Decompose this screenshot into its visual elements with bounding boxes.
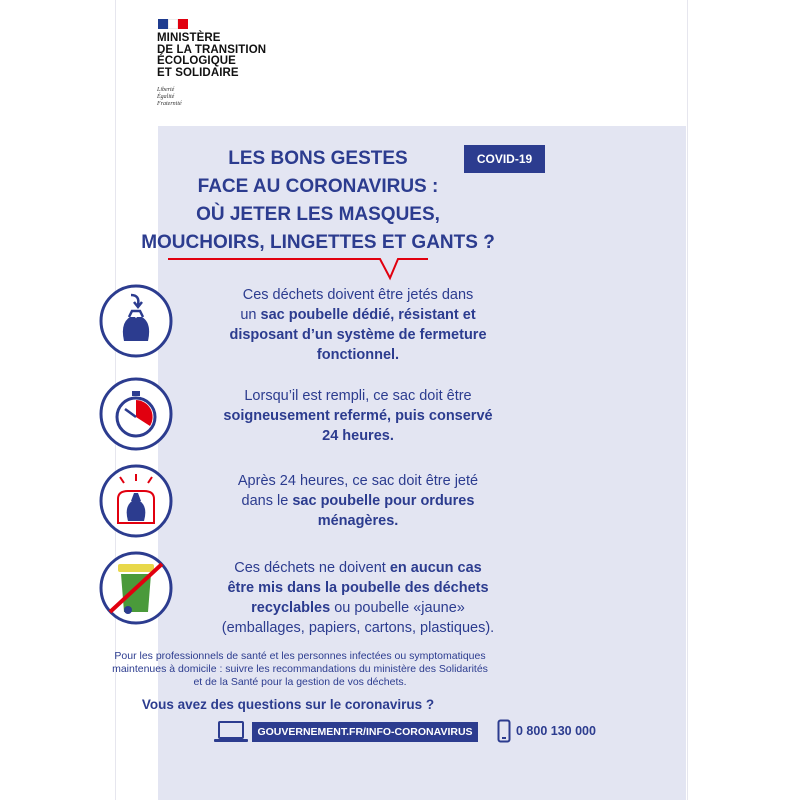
text: recyclables — [251, 600, 331, 616]
step-text — [188, 285, 528, 365]
header — [116, 0, 687, 126]
text: Après 24 heures, ce sac doit être jeté — [237, 473, 479, 489]
phone-icon — [497, 719, 511, 743]
title-line: OÙ JETER LES MASQUES, — [196, 204, 440, 225]
text: (emballages, papiers, cartons, plastiques). — [221, 620, 495, 636]
text: être mis dans la poubelle des déchets — [227, 580, 489, 596]
text: ménagères. — [317, 513, 399, 529]
text: 24 heures. — [322, 428, 394, 444]
speech-bubble-line — [168, 256, 428, 286]
step-row — [98, 376, 548, 456]
title-line: LES BONS GESTES — [228, 148, 408, 169]
footnote-line: Pour les professionnels de santé et les personnes infectées ou symptomatiques — [114, 650, 486, 662]
text: sac poubelle dédié, résistant et — [260, 307, 476, 323]
ministry-name — [157, 33, 357, 79]
ministry-line: ET SOLIDAIRE — [157, 66, 239, 79]
stopwatch-icon — [98, 376, 174, 452]
text: sac poubelle pour ordures — [292, 493, 475, 509]
info-url-link[interactable]: GOUVERNEMENT.FR/INFO-CORONAVIRUS — [252, 722, 478, 742]
motto-line: Fraternité — [157, 101, 182, 107]
ministry-line: DE LA TRANSITION — [157, 43, 267, 56]
text: fonctionnel. — [316, 347, 400, 363]
motto-line: Liberté — [157, 87, 175, 93]
text: Ces déchets ne doivent — [234, 560, 390, 576]
footnote-line: maintenues à domicile : suivre les recommandations du ministère des Solidarités — [112, 663, 488, 675]
step-text — [188, 471, 528, 531]
text: soigneusement refermé, puis conservé — [223, 408, 493, 424]
republic-motto — [157, 87, 182, 108]
text: un — [240, 307, 261, 323]
step-row — [98, 283, 548, 363]
phone-number[interactable]: 0 800 130 000 — [516, 724, 596, 738]
text: Lorsqu’il est rempli, ce sac doit être — [244, 388, 472, 404]
step-row — [98, 463, 548, 543]
footnote — [60, 650, 540, 689]
step-row — [98, 550, 548, 636]
motto-line: Égalité — [157, 94, 175, 100]
covid-badge: COVID-19 — [464, 145, 545, 173]
questions-heading: Vous avez des questions sur le coronavirus ? — [141, 697, 435, 712]
text: Ces déchets doivent être jetés dans — [242, 287, 474, 303]
text: ou poubelle «jaune» — [330, 600, 465, 616]
ministry-line: ÉCOLOGIQUE — [157, 55, 236, 67]
trash-bag-icon — [98, 283, 174, 359]
no-recycling-bin-icon — [98, 550, 174, 626]
laptop-icon — [213, 720, 249, 744]
poster-title — [98, 145, 538, 257]
marianne-flag-icon — [158, 19, 188, 29]
text: en aucun cas — [389, 560, 482, 576]
footnote-line: et de la Santé pour la gestion de vos déchets. — [193, 676, 407, 688]
text: dans le — [241, 493, 293, 509]
step-text — [188, 558, 528, 638]
step-text — [188, 386, 528, 446]
ministry-line: MINISTÈRE — [157, 32, 221, 44]
title-line: MOUCHOIRS, LINGETTES ET GANTS ? — [141, 232, 495, 253]
closed-bag-icon — [98, 463, 174, 539]
title-line: FACE AU CORONAVIRUS : — [197, 176, 439, 197]
text: disposant d’un système de fermeture — [229, 327, 487, 343]
